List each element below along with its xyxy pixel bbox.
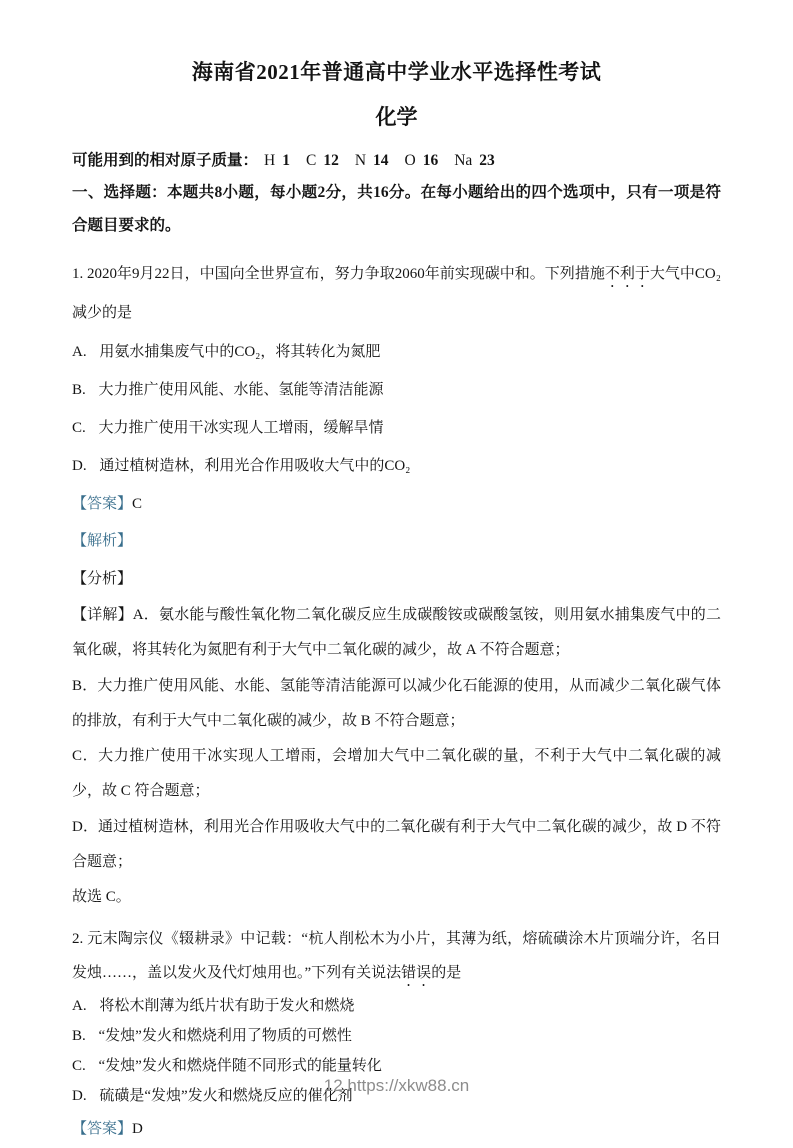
atomic-mass-line (72, 148, 721, 170)
emphasized-text: 错误 (401, 965, 432, 982)
question-1-fenxi-row (72, 561, 721, 599)
question-2-option-b: B. “发烛”发火和燃烧利用了物质的可燃性 (72, 1027, 352, 1044)
emphasized-text: 不利于 (604, 265, 650, 282)
answer-value: C (132, 495, 143, 512)
atomic-mass-pair: N 14 (354, 152, 389, 169)
answer-label: 【答案】 (72, 1120, 133, 1137)
section-intro: 一、选择题：本题共8小题，每小题2分，共16分。在每小题给出的四个选项中，只有一项是符合题目要求的。 (72, 184, 721, 235)
question-2-answer-row (72, 1111, 721, 1148)
page-footer-watermark: 12 https://xkw88.cn (323, 1076, 470, 1095)
question-2-option-c: C. “发烛”发火和燃烧伴随不同形式的能量转化 (72, 1057, 382, 1074)
question-1-detail-explanation (72, 598, 721, 915)
question-1-answer-row (72, 486, 721, 524)
detail-paragraph: 故选 C。 (72, 889, 131, 906)
question-2 (72, 923, 721, 1148)
atomic-mass-pair: C 12 (305, 152, 339, 169)
detail-paragraph: 【详解】A．氨水能与酸性氧化物二氧化碳反应生成碳酸铵或碳酸氢铵，则用氨水捕集废气中的二氧化碳，将其转化为氮肥有利于大气中二氧化碳的减少，故 A 不符合题意； (72, 607, 721, 659)
answer-value: D (132, 1120, 143, 1137)
atomic-mass-pair: H 1 (264, 152, 290, 169)
question-1-options (72, 333, 721, 486)
question-2-option-d: D. 硫磺是“发烛”发火和燃烧反应的催化剂 (72, 1087, 353, 1104)
jiexi-label: 【解析】 (72, 533, 133, 550)
detail-paragraph: D．通过植树造林，利用光合作用吸收大气中的二氧化碳有利于大气中二氧化碳的减少，故 D 不符合题意； (72, 818, 721, 870)
exam-subject: 化学 (375, 105, 418, 129)
question-1-option-d: D. 通过植树造林，利用光合作用吸收大气中的CO₂ (72, 458, 411, 475)
question-1-option-a: A. 用氨水捕集废气中的CO₂，将其转化为氮肥 (72, 343, 381, 360)
question-1-option-c: C. 大力推广使用干冰实现人工增雨，缓解旱情 (72, 420, 384, 437)
detail-paragraph: B．大力推广使用风能、水能、氢能等清洁能源可以减少化石能源的使用，从而减少二氧化碳气体的排放，有利于大气中二氧化碳的减少，故 B 不符合题意； (72, 677, 721, 729)
question-1-stem: 1. 2020年9月22日，中国向全世界宣布，努力争取2060年前实现碳中和。下列措施不利于大气中CO₂减少的是 (72, 265, 721, 321)
atomic-mass-pair: Na 23 (454, 152, 495, 169)
atomic-mass-label: 可能用到的相对原子质量： (72, 152, 259, 169)
atomic-mass-pair: O 16 (404, 152, 439, 169)
question-1-option-b: B. 大力推广使用风能、水能、氢能等清洁能源 (72, 381, 384, 398)
fenxi-label: 【分析】 (72, 570, 133, 587)
question-2-option-a: A. 将松木削薄为纸片状有助于发火和燃烧 (72, 997, 355, 1014)
question-2-stem: 2. 元末陶宗仪《辍耕录》中记载：“杭人削松木为小片，其薄为纸，熔硫磺涂木片顶端分许，名日发烛……，盖以发火及代灯烛用也。”下列有关说法错误的是 (72, 931, 721, 982)
exam-title: 海南省2021年普通高中学业水平选择性考试 (191, 60, 602, 84)
detail-paragraph: C．大力推广使用干冰实现人工增雨，会增加大气中二氧化碳的量，不利于大气中二氧化碳的减少，故 C 符合题意； (72, 748, 721, 800)
question-1-jiexi-row (72, 523, 721, 561)
answer-label: 【答案】 (72, 495, 133, 512)
